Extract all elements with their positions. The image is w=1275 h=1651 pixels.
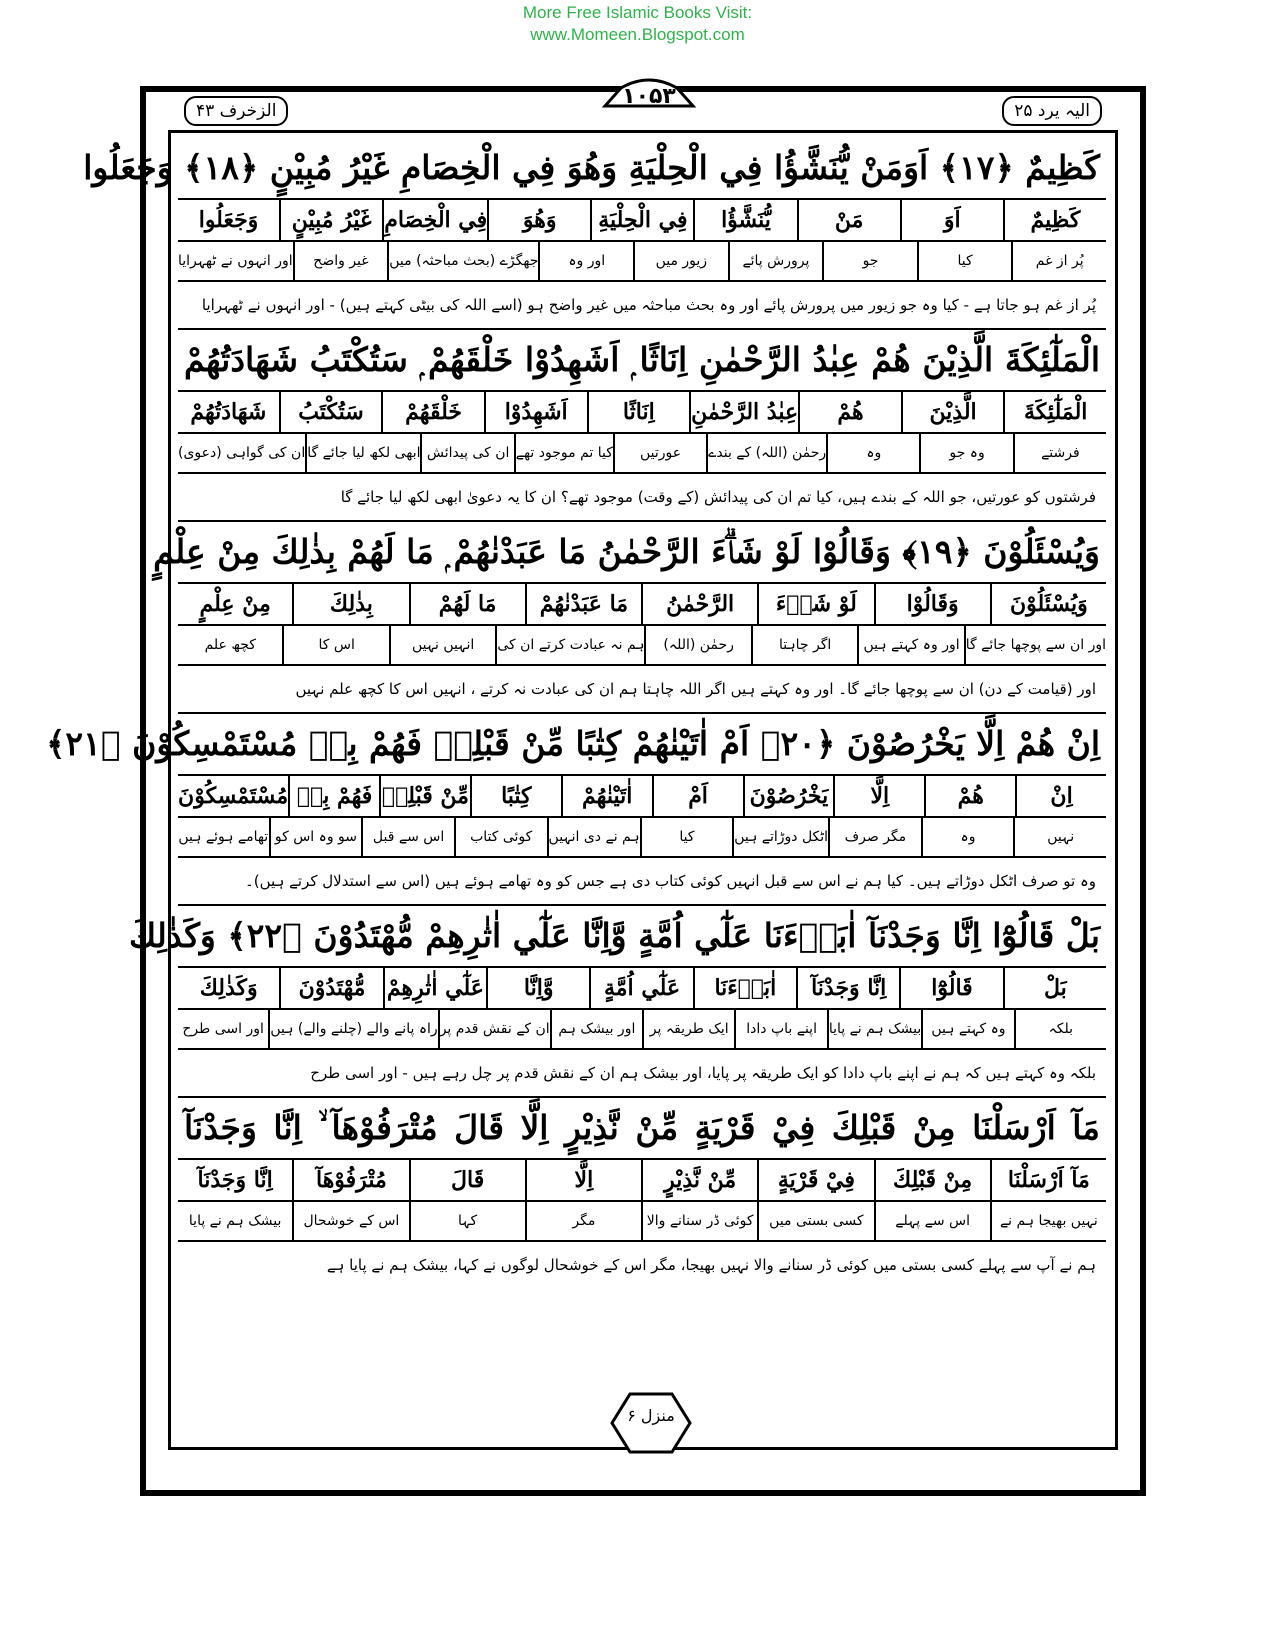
meaning-row bbox=[178, 1010, 1106, 1050]
meaning-cell: وہ bbox=[921, 818, 1014, 856]
word-cell: مِنْ قَبْلِكَ bbox=[874, 1160, 990, 1200]
word-cell: فِيْ قَرْيَةٍ bbox=[757, 1160, 873, 1200]
word-cell: اِنَاثًا bbox=[587, 392, 690, 432]
word-row bbox=[178, 776, 1106, 818]
word-row bbox=[178, 584, 1106, 626]
meaning-cell: ابھی لکھ لیا جائے گا bbox=[305, 434, 420, 472]
ayah-section bbox=[46, 714, 1106, 906]
word-cell: يُّنَشَّؤُا bbox=[693, 200, 796, 240]
ayah-line: كَظِيمٌ ﴿١٧﴾ اَوَمَنْ يُّنَشَّؤُا فِي الْحِلْيَةِ وَهُوَ فِي الْخِصَامِ غَيْرُ مُبِيْنٍ ﴿١٨﴾ وَجَعَلُوا bbox=[178, 138, 1106, 200]
meaning-cell: کیا تم موجود تھے bbox=[514, 434, 613, 472]
word-cell: مُتْرَفُوْهَآ bbox=[292, 1160, 408, 1200]
meaning-cell: کیا bbox=[917, 242, 1012, 280]
word-cell: مَنْ bbox=[797, 200, 900, 240]
meaning-row bbox=[178, 1202, 1106, 1242]
word-cell: اَوَ bbox=[900, 200, 1003, 240]
meaning-cell: کوئی ڈر سنانے والا bbox=[641, 1202, 757, 1240]
word-cell: قَالَ bbox=[409, 1160, 525, 1200]
meaning-cell: اٹکل دوڑاتے ہیں bbox=[732, 818, 828, 856]
meaning-cell: ان کی گواہی (دعوی) bbox=[178, 445, 306, 461]
word-cell: هُمْ bbox=[924, 776, 1015, 816]
meaning-cell: اور وہ bbox=[538, 242, 633, 280]
promo-link[interactable]: www.Momeen.Blogspot.com bbox=[530, 25, 745, 44]
promo-banner bbox=[0, 2, 1275, 46]
page-frame bbox=[46, 84, 1146, 1496]
meaning-cell: اپنے باپ دادا bbox=[734, 1010, 826, 1048]
word-cell: كِتٰبًا bbox=[470, 776, 561, 816]
word-cell: بَلْ bbox=[1003, 968, 1106, 1008]
word-cell: خَلْقَهُمْ bbox=[381, 392, 484, 432]
word-cell: مِنْ عِلْمٍ bbox=[199, 591, 271, 617]
meaning-cell: مگر bbox=[525, 1202, 641, 1240]
translation-line: ہم نے آپ سے پہلے کسی بستی میں کوئی ڈر سنانے والا نہیں بھیجا، مگر اس کے خوشحال لوگوں نے کہا، بیشک ہم نے پایا ہے bbox=[326, 1256, 1096, 1274]
word-cell: اَشَهِدُوْا bbox=[484, 392, 587, 432]
meaning-cell: زیور میں bbox=[633, 242, 728, 280]
word-cell: بِذٰلِكَ bbox=[292, 584, 408, 624]
meaning-cell: مگر صرف bbox=[828, 818, 921, 856]
meaning-cell: انہیں نہیں bbox=[389, 626, 495, 664]
word-row bbox=[178, 392, 1106, 434]
ayah-section bbox=[129, 906, 1106, 1098]
word-cell: مِّنْ قَبْلِهٖ bbox=[379, 776, 470, 816]
word-cell: وَهُوَ bbox=[487, 200, 590, 240]
meaning-cell: اور اسی طرح bbox=[182, 1021, 264, 1037]
word-cell: يَخْرُصُوْنَ bbox=[743, 776, 834, 816]
meaning-cell: اس سے پہلے bbox=[874, 1202, 990, 1240]
meaning-cell: رحمٰن (اللہ) کے بندے bbox=[706, 434, 826, 472]
translation-line: پُر از غم ہو جاتا ہے - کیا وہ جو زیور میں پرورش پائے اور وہ بحث مباحثہ میں غیر واضح ہو (اسے اللہ کی بیٹی کہتے ہیں) - اور انہوں نے ٹھہرایا bbox=[178, 282, 1106, 330]
meaning-row bbox=[178, 434, 1106, 474]
meaning-cell: تھامے ہوئے ہیں bbox=[178, 829, 269, 845]
word-cell: اِنْ bbox=[1015, 776, 1106, 816]
word-row bbox=[178, 1160, 1106, 1202]
meaning-cell: نہیں بھیجا ہم نے bbox=[990, 1202, 1106, 1240]
word-cell: هُمْ bbox=[798, 392, 901, 432]
word-cell: وَجَعَلُوا bbox=[198, 207, 259, 233]
meaning-cell: اس کے خوشحال bbox=[292, 1202, 408, 1240]
word-cell: كَظِيمٌ bbox=[1003, 200, 1106, 240]
meaning-cell: ہم نہ عبادت کرتے ان کی bbox=[495, 626, 644, 664]
surah-label: الزخرف ۴۳ bbox=[184, 96, 288, 126]
word-cell: فِي الْحِلْيَةِ bbox=[590, 200, 693, 240]
meaning-cell: ایک طریقہ پر bbox=[642, 1010, 734, 1048]
meaning-cell: ان کی پیدائش bbox=[420, 434, 513, 472]
word-cell: قَالُوْٓا bbox=[899, 968, 1002, 1008]
meaning-cell: وہ bbox=[826, 434, 919, 472]
meaning-cell: پُر از غم bbox=[1011, 242, 1106, 280]
ayah-section bbox=[83, 138, 1106, 330]
translation-line: اور (قیامت کے دن) ان سے پوچھا جائے گا۔ اور وہ کہتے ہیں اگر اللہ چاہتا ہم ان کی عبادت نہ کرتے ، انہیں اس کا کچھ علم نہیں bbox=[178, 666, 1106, 714]
ayah-line: مَآ اَرْسَلْنَا مِنْ قَبْلِكَ فِيْ قَرْيَةٍ مِّنْ نَّذِيْرٍ اِلَّا قَالَ مُتْرَفُوْهَآ ۙ اِنَّا وَجَدْنَآ bbox=[178, 1098, 1106, 1160]
ayah-section bbox=[153, 522, 1106, 714]
meaning-cell: کسی بستی میں bbox=[757, 1202, 873, 1240]
word-cell: مَا لَهُمْ bbox=[409, 584, 525, 624]
word-cell: فَهُمْ بِهٖ bbox=[288, 776, 379, 816]
meaning-cell: ان کے نقش قدم پر bbox=[438, 1010, 550, 1048]
meaning-cell: بیشک ہم نے پایا bbox=[188, 1213, 282, 1229]
manzil-label: منزل ۶ bbox=[627, 1406, 675, 1425]
ayah-section bbox=[178, 330, 1106, 522]
meaning-row bbox=[178, 818, 1106, 858]
word-cell: مِّنْ نَّذِيْرٍ bbox=[641, 1160, 757, 1200]
translation-line: بلکہ وہ کہتے ہیں کہ ہم نے اپنے باپ دادا کو ایک طریقہ پر پایا، اور بیشک ہم ان کے نقش قدم پر چل رہے ہیں - اور اسی طرح bbox=[178, 1050, 1106, 1098]
meaning-cell: اور ان سے پوچھا جائے گا bbox=[964, 626, 1106, 664]
word-cell: عَلٰٓي اُمَّةٍ bbox=[589, 968, 692, 1008]
page-number-badge bbox=[601, 76, 697, 120]
ayah-line: الْمَلٰٓئِكَةَ الَّذِيْنَ هُمْ عِبٰدُ الرَّحْمٰنِ اِنَاثًا ۭ اَشَهِدُوْا خَلْقَهُمْ ۭ سَتُكْتَبُ شَهَادَتُهُمْ bbox=[178, 330, 1106, 392]
meaning-cell: اس سے قبل bbox=[361, 818, 454, 856]
meaning-cell: فرشتے bbox=[1013, 434, 1106, 472]
meaning-cell: اور بیشک ہم bbox=[550, 1010, 642, 1048]
meaning-cell: غیر واضح bbox=[293, 242, 388, 280]
meaning-cell: اس کا bbox=[282, 626, 388, 664]
word-row bbox=[178, 200, 1106, 242]
meaning-cell: کیا bbox=[640, 818, 733, 856]
word-cell: الرَّحْمٰنُ bbox=[641, 584, 757, 624]
ayah-section bbox=[178, 1098, 1106, 1288]
meaning-cell: کوئی کتاب bbox=[454, 818, 547, 856]
meaning-cell: نہیں bbox=[1013, 818, 1106, 856]
manzil-badge bbox=[610, 1392, 692, 1454]
word-cell: اٰبَاۗءَنَا bbox=[693, 968, 796, 1008]
word-cell: وَيُسْئَلُوْنَ bbox=[990, 584, 1106, 624]
meaning-cell: اور وہ کہتے ہیں bbox=[857, 626, 963, 664]
word-cell: مَا عَبَدْنٰهُمْ bbox=[525, 584, 641, 624]
meaning-cell: راہ پانے والے (چلنے والے) ہیں bbox=[268, 1010, 437, 1048]
word-cell: عَلٰٓي اٰثٰرِهِمْ bbox=[383, 968, 486, 1008]
word-cell: وَقَالُوْا bbox=[874, 584, 990, 624]
word-cell: اِلَّا bbox=[525, 1160, 641, 1200]
meaning-cell: جھگڑے (بحث مباحثہ) میں bbox=[387, 242, 538, 280]
meaning-cell: جو bbox=[822, 242, 917, 280]
word-row bbox=[178, 968, 1106, 1010]
meaning-cell: وہ جو bbox=[919, 434, 1012, 472]
word-cell: اَمْ bbox=[652, 776, 743, 816]
word-cell: اِلَّا bbox=[833, 776, 924, 816]
word-cell: اِنَّا وَجَدْنَآ bbox=[796, 968, 899, 1008]
word-cell: الْمَلٰٓئِكَةَ bbox=[1003, 392, 1106, 432]
meaning-row bbox=[178, 242, 1106, 282]
meaning-cell: پرورش پائے bbox=[728, 242, 823, 280]
word-cell: لَوْ شَاۗءَ bbox=[757, 584, 873, 624]
meaning-cell: بلکہ bbox=[1014, 1010, 1106, 1048]
word-cell: عِبٰدُ الرَّحْمٰنِ bbox=[689, 392, 798, 432]
word-cell: الَّذِيْنَ bbox=[901, 392, 1004, 432]
meaning-cell: عورتیں bbox=[613, 434, 706, 472]
para-label: الیہ یرد ۲۵ bbox=[1002, 96, 1102, 126]
word-cell: مَآ اَرْسَلْنَا bbox=[990, 1160, 1106, 1200]
word-cell: مُسْتَمْسِكُوْنَ bbox=[178, 783, 289, 809]
ayah-line: وَيُسْئَلُوْنَ ﴿١٩﴾ وَقَالُوْا لَوْ شَاۗءَ الرَّحْمٰنُ مَا عَبَدْنٰهُمْ ۭ مَا لَهُمْ بِذٰلِكَ مِنْ عِلْمٍ bbox=[178, 522, 1106, 584]
meaning-cell: رحمٰن (اللہ) bbox=[644, 626, 750, 664]
word-cell: فِي الْخِصَامِ bbox=[382, 200, 487, 240]
translation-line: وہ تو صرف اٹکل دوڑاتے ہیں۔ کیا ہم نے اس سے قبل انہیں کوئی کتاب دی ہے جس کو وہ تھامے ہوئے ہیں (اس سے استدلال کرتے ہیں)۔ bbox=[178, 858, 1106, 906]
word-cell: اٰتَيْنٰهُمْ bbox=[561, 776, 652, 816]
word-cell: سَتُكْتَبُ bbox=[279, 392, 382, 432]
meaning-cell: ہم نے دی انہیں bbox=[547, 818, 640, 856]
word-cell: وَكَذٰلِكَ bbox=[199, 975, 258, 1001]
word-cell: وَّاِنَّا bbox=[486, 968, 589, 1008]
ayah-line: اِنْ هُمْ اِلَّا يَخْرُصُوْنَ ﴿٢٠﴾ اَمْ اٰتَيْنٰهُمْ كِتٰبًا مِّنْ قَبْلِهٖ فَهُمْ بِهٖ مُسْتَمْسِكُوْنَ ﴿٢١﴾ bbox=[178, 714, 1106, 776]
meaning-cell: سو وہ اس کو bbox=[269, 818, 362, 856]
word-cell: شَهَادَتُهُمْ bbox=[190, 399, 267, 425]
meaning-cell: اگر چاہتا bbox=[751, 626, 857, 664]
meaning-cell: بیشک ہم نے پایا bbox=[827, 1010, 921, 1048]
meaning-cell: وہ کہتے ہیں bbox=[921, 1010, 1013, 1048]
promo-line-1: More Free Islamic Books Visit: bbox=[522, 3, 753, 22]
meaning-cell: کہا bbox=[409, 1202, 525, 1240]
meaning-cell: اور انہوں نے ٹھہرایا bbox=[177, 253, 293, 269]
word-cell: مُّهْتَدُوْنَ bbox=[279, 968, 382, 1008]
translation-table bbox=[46, 138, 1106, 1288]
meaning-cell: کچھ علم bbox=[204, 637, 256, 653]
meaning-row bbox=[178, 626, 1106, 666]
word-cell: غَيْرُ مُبِيْنٍ bbox=[279, 200, 382, 240]
translation-line: فرشتوں کو عورتیں، جو اللہ کے بندے ہیں، کیا تم ان کی پیدائش (کے وقت) موجود تھے؟ ان کا یہ دعویٰ ابھی لکھ لیا جائے گا bbox=[178, 474, 1106, 522]
word-cell: اِنَّا وَجَدْنَآ bbox=[197, 1167, 273, 1193]
page-number: ۱۰۵۳ bbox=[622, 84, 676, 109]
ayah-line: بَلْ قَالُوْٓا اِنَّا وَجَدْنَآ اٰبَاۗءَنَا عَلٰٓي اُمَّةٍ وَّاِنَّا عَلٰٓي اٰثٰرِهِمْ مُّهْتَدُوْنَ ﴿٢٢﴾ وَكَذٰلِكَ bbox=[178, 906, 1106, 968]
